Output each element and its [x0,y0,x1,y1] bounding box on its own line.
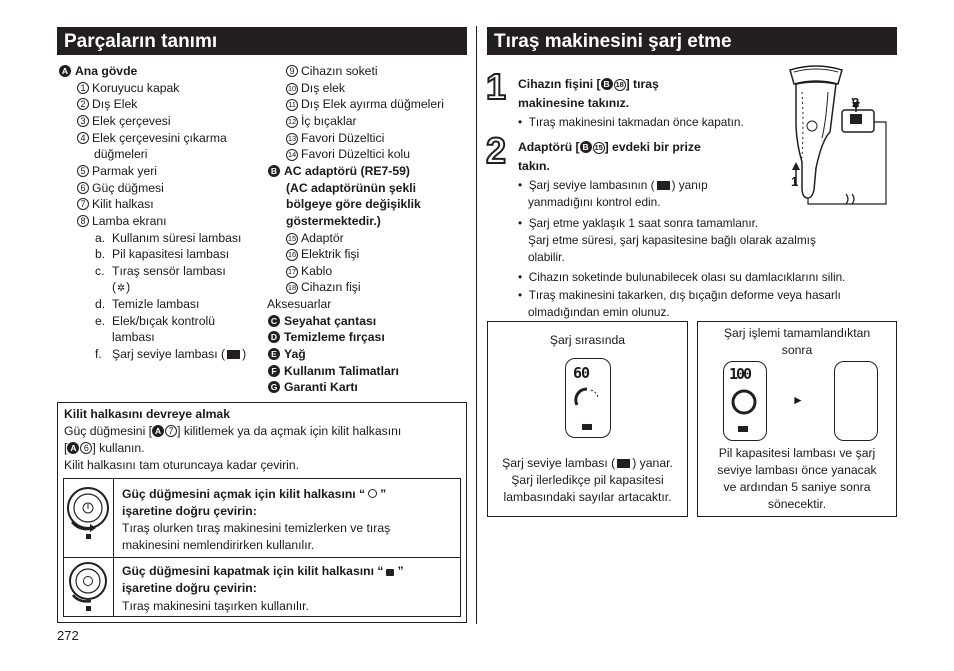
step-1-text: Cihazın fişini [ B 18 ] tıraş [518,77,659,91]
lamp-sub-item: b. Pil kapasitesi lambası [95,247,230,261]
item-number-circle: 13 [287,134,297,143]
item-number-circle: 6 [77,182,89,194]
complete-box-title-2: sonra [781,343,813,357]
part-item: 12 İç bıçaklar [287,114,357,128]
accessories-label: Aksesuarlar [267,297,332,311]
item-number-circle: 16 [287,250,297,259]
charging-desc-2: Şarj ilerledikçe pil kapasitesi [511,473,664,487]
part-item: 11 Dış Elek ayırma düğmeleri [286,96,444,113]
lock-ring-title: Kilit halkasını devreye almak [64,407,230,421]
accessory-item: E Yağ [268,346,306,363]
lamp-sub-item: a. Kullanım süresi lambası [95,231,242,245]
part-group-b-line: bölgeye göre değişiklik [286,197,421,211]
step-2-bullet-1b: yanmadığını kontrol edin. [528,195,661,209]
item-number-circle: 9 [286,65,298,77]
item-number-circle: 6 [80,442,92,454]
part-item: 15 Adaptör [287,231,344,245]
part-item: 13 Favori Düzeltici [287,131,385,145]
section-title-parts: Parçaların tanımı [57,27,467,55]
page-number: 272 [57,628,79,643]
letter-badge: E [268,348,280,360]
part-item: düğmeleri [94,147,148,161]
part-item: 9 Cihazın soketi [286,63,378,80]
accessory-item: F Kullanım Talimatları [268,363,399,380]
letter-badge: C [268,315,280,327]
letter-badge: A [67,442,79,454]
part-item: 17 Kablo [287,264,333,278]
part-item: 10 Dış elek [287,81,346,95]
item-number-circle: 15 [287,234,297,243]
lamp-sub-item: e. Elek/bıçak kontrolü [95,314,215,328]
accessory-item: G Garanti Kartı [268,379,358,396]
section-title-charging: Tıraş makinesini şarj etme [487,27,897,55]
part-item: 16 Elektrik fişi [287,247,360,261]
part-group-b-line: (AC adaptörünün şekli [286,181,417,195]
lock-ring-line3: Kilit halkasını tam oturuncaya kadar çevirin. [64,458,300,472]
item-number-circle: 14 [287,150,297,159]
item-number-circle: 7 [77,198,89,210]
shaver-charging-diagram [782,62,892,210]
unlock-circle-icon [368,489,377,498]
lock-title-2: işaretine doğru çevirin: [122,581,257,595]
item-number-circle: 15 [594,143,603,152]
step-2-bullet-2b: Şarj etme süresi, şarj kapasitesine bağlı olarak azalmış [528,233,816,247]
part-item: 5 Parmak yeri [77,163,157,180]
part-group-a-title: Ana gövde [75,64,138,78]
item-number-circle: 10 [287,84,297,93]
lock-title: Güç düğmesini kapatmak için kilit halkasını “ ” [122,564,404,578]
item-number-circle: 12 [287,117,297,126]
part-item: 3 Elek çerçevesi [77,113,171,130]
lock-ring-line1: Güç düğmesini [ A 7 ] kilitlemek ya da açmak için kilit halkasını [64,424,402,438]
item-number-circle: 18 [287,283,297,292]
accessory-item: C Seyahat çantası [268,313,376,330]
letter-badge: G [268,381,280,393]
unlock-desc-2: makinesini nemlendirirken kullanılır. [122,538,315,552]
next-arrow-icon: ► [792,393,804,407]
part-item: 14 Favori Düzeltici kolu [287,147,411,161]
part-item: 2 Dış Elek [77,96,137,113]
lamp-sub-item: c. Tıraş sensör lambası [95,264,226,278]
complete-display-plug-icon [738,426,748,432]
step-2-bullet-2c: olabilir. [528,250,565,264]
part-item: 4 Elek çerçevesini çıkarma [77,130,227,147]
lock-ring-illustration [67,559,111,615]
letter-badge: F [268,365,280,377]
charging-box-title: Şarj sırasında [549,333,626,347]
charge-plug-icon [657,181,670,190]
part-group-b: B AC adaptörü (RE7-59) [268,163,410,180]
step-1-text-2: makinesine takınız. [518,96,630,110]
step-1-number: 1 [486,66,507,107]
charging-desc-3: lambasındaki sayılar artacaktır. [503,490,672,504]
lamp-sub-item: lambası [112,330,155,344]
complete-desc-4: sönecektir. [767,497,827,511]
badge-a: A [59,65,71,77]
item-number-circle: 7 [165,425,177,437]
complete-box-title-1: Şarj işlemi tamamlandıktan [723,326,871,340]
item-number-circle: 2 [77,98,89,110]
lock-desc: Tıraş makinesini taşırken kullanılır. [122,599,309,613]
item-number-circle: 4 [77,132,89,144]
part-group-b-line: göstermektedir.) [286,214,381,228]
part-item: 7 Kilit halkası [77,196,154,213]
item-number-circle: 1 [77,82,89,94]
complete-desc-2: seviye lambası önce yanacak [717,463,877,477]
step-2-bullet-4b: olmadığından emin olunuz. [528,305,670,319]
complete-desc-1: Pil kapasitesi lambası ve şarj [718,446,876,460]
letter-badge: A [152,425,164,437]
lamp-sub-item: d. Temizle lambası [95,297,200,311]
step-1-bullet: • Tıraş makinesini takmadan önce kapatın. [518,115,744,129]
complete-ring-icon [728,387,760,417]
shave-sensor-icon: ✲ [116,283,126,294]
diagram-label-1: 1 [791,174,799,189]
lock-ring-line2: [ A 6 ] kullanın. [64,441,145,455]
step-2-bullet-3: • Cihazın soketinde bulunabilecek olası su damlacıklarını silin. [518,270,846,284]
complete-display-off [834,361,878,441]
item-number-circle: 8 [77,215,89,227]
column-divider [476,26,477,624]
unlock-ring-illustration [66,482,112,554]
item-number-circle: 17 [287,267,297,276]
item-number-circle: 5 [77,165,89,177]
part-item: 1 Koruyucu kapak [77,80,179,97]
charging-desc-1: Şarj seviye lambası ( ) yanar. [502,456,673,470]
unlock-title-2: işaretine doğru çevirin: [122,504,257,518]
part-item: 6 Güç düğmesi [77,180,164,197]
item-number-circle: 3 [77,115,89,127]
complete-display-number: 100 [729,365,751,383]
diagram-label-2: 2 [852,95,860,110]
unlock-title: Güç düğmesini açmak için kilit halkasını “ ” [122,487,387,501]
lamp-sub-item: (✲) [112,279,130,296]
item-number-circle: 11 [286,99,298,111]
letter-badge: B [580,141,592,153]
badge-b: B [268,165,280,177]
part-item: 18 Cihazın fişi [287,280,361,294]
step-2-bullet-1: • Şarj seviye lambasının ( ) yanıp [518,178,708,192]
complete-desc-3: ve ardından 5 saniye sonra [723,480,871,494]
part-group-a [59,63,137,80]
step-2-text: Adaptörü [ B 15 ] evdeki bir prize [518,140,701,154]
accessory-item: D Temizleme fırçası [268,329,385,346]
letter-badge: D [268,331,280,343]
step-2-bullet-4: • Tıraş makinesini takarken, dış bıçağın deforme veya hasarlı [518,288,841,302]
lamp-sub-item: f. Şarj seviye lambası ( ) [95,347,247,361]
charge-plug-icon [617,459,630,468]
charge-plug-icon [227,350,240,359]
charging-display-number: 60 [573,364,590,382]
unlock-desc-1: Tıraş olurken tıraş makinesini temizlerken ve tıraş [122,521,391,535]
charging-ring-icon [571,385,603,413]
step-2-bullet-2: • Şarj etme yaklaşık 1 saat sonra tamamlanır. [518,216,759,230]
item-number-circle: 18 [615,80,624,89]
part-item: 8 Lamba ekranı [77,213,167,230]
step-2-number: 2 [486,130,507,171]
step-2-text-2: takın. [518,159,550,173]
padlock-icon [386,569,394,576]
letter-badge: B [601,78,613,90]
charging-display-plug-icon [582,424,592,430]
